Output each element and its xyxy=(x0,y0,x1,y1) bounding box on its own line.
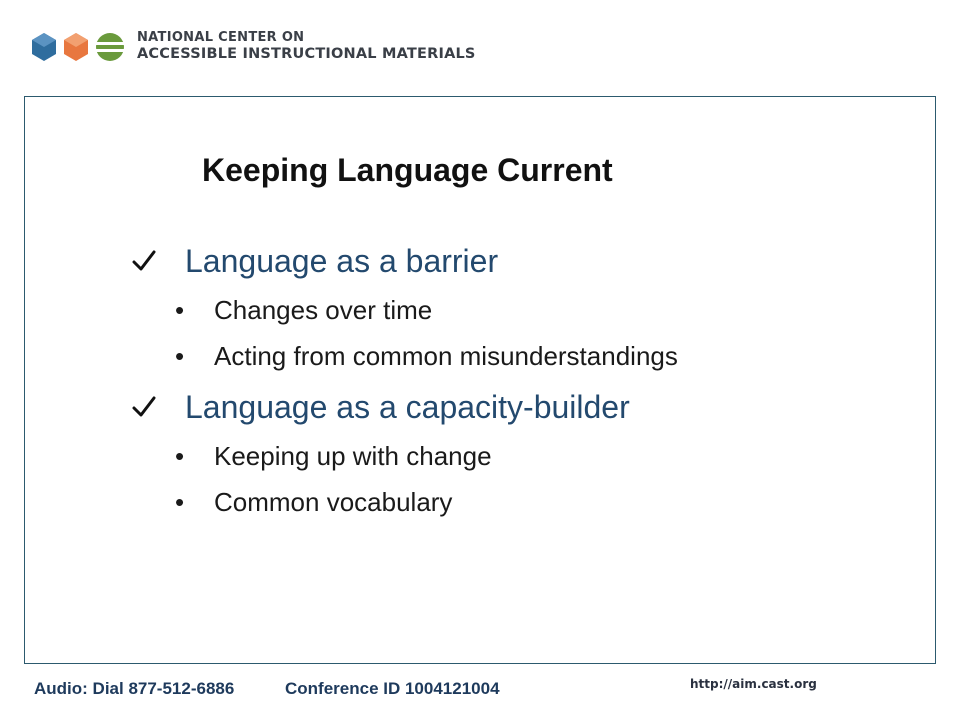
point-label: Language as a capacity-builder xyxy=(185,389,630,425)
subpoint-text: Acting from common misunderstandings xyxy=(214,341,678,371)
checkmark-icon xyxy=(130,247,158,275)
bullet-icon: • xyxy=(175,487,185,517)
logo-line-1: NATIONAL CENTER ON xyxy=(137,30,305,45)
subpoint-text: Keeping up with change xyxy=(214,441,492,471)
bullet-icon: • xyxy=(175,441,185,471)
checkmark-icon xyxy=(130,393,158,421)
audio-dial-info: Audio: Dial 877-512-6886 xyxy=(34,679,235,698)
slide-title: Keeping Language Current xyxy=(202,152,613,188)
aim-logo-mark xyxy=(30,28,130,68)
logo-line-2: ACCESSIBLE INSTRUCTIONAL MATERIALS xyxy=(137,45,476,62)
bullet-icon: • xyxy=(175,295,185,325)
conference-id: Conference ID 1004121004 xyxy=(285,679,500,698)
aim-logo xyxy=(30,28,490,68)
bullet-icon: • xyxy=(175,341,185,371)
subpoint-text: Common vocabulary xyxy=(214,487,453,517)
point-label: Language as a barrier xyxy=(185,243,499,279)
website-link[interactable]: http://aim.cast.org xyxy=(690,677,817,691)
logo-wordmark xyxy=(137,31,476,63)
subpoint-text: Changes over time xyxy=(214,295,433,325)
